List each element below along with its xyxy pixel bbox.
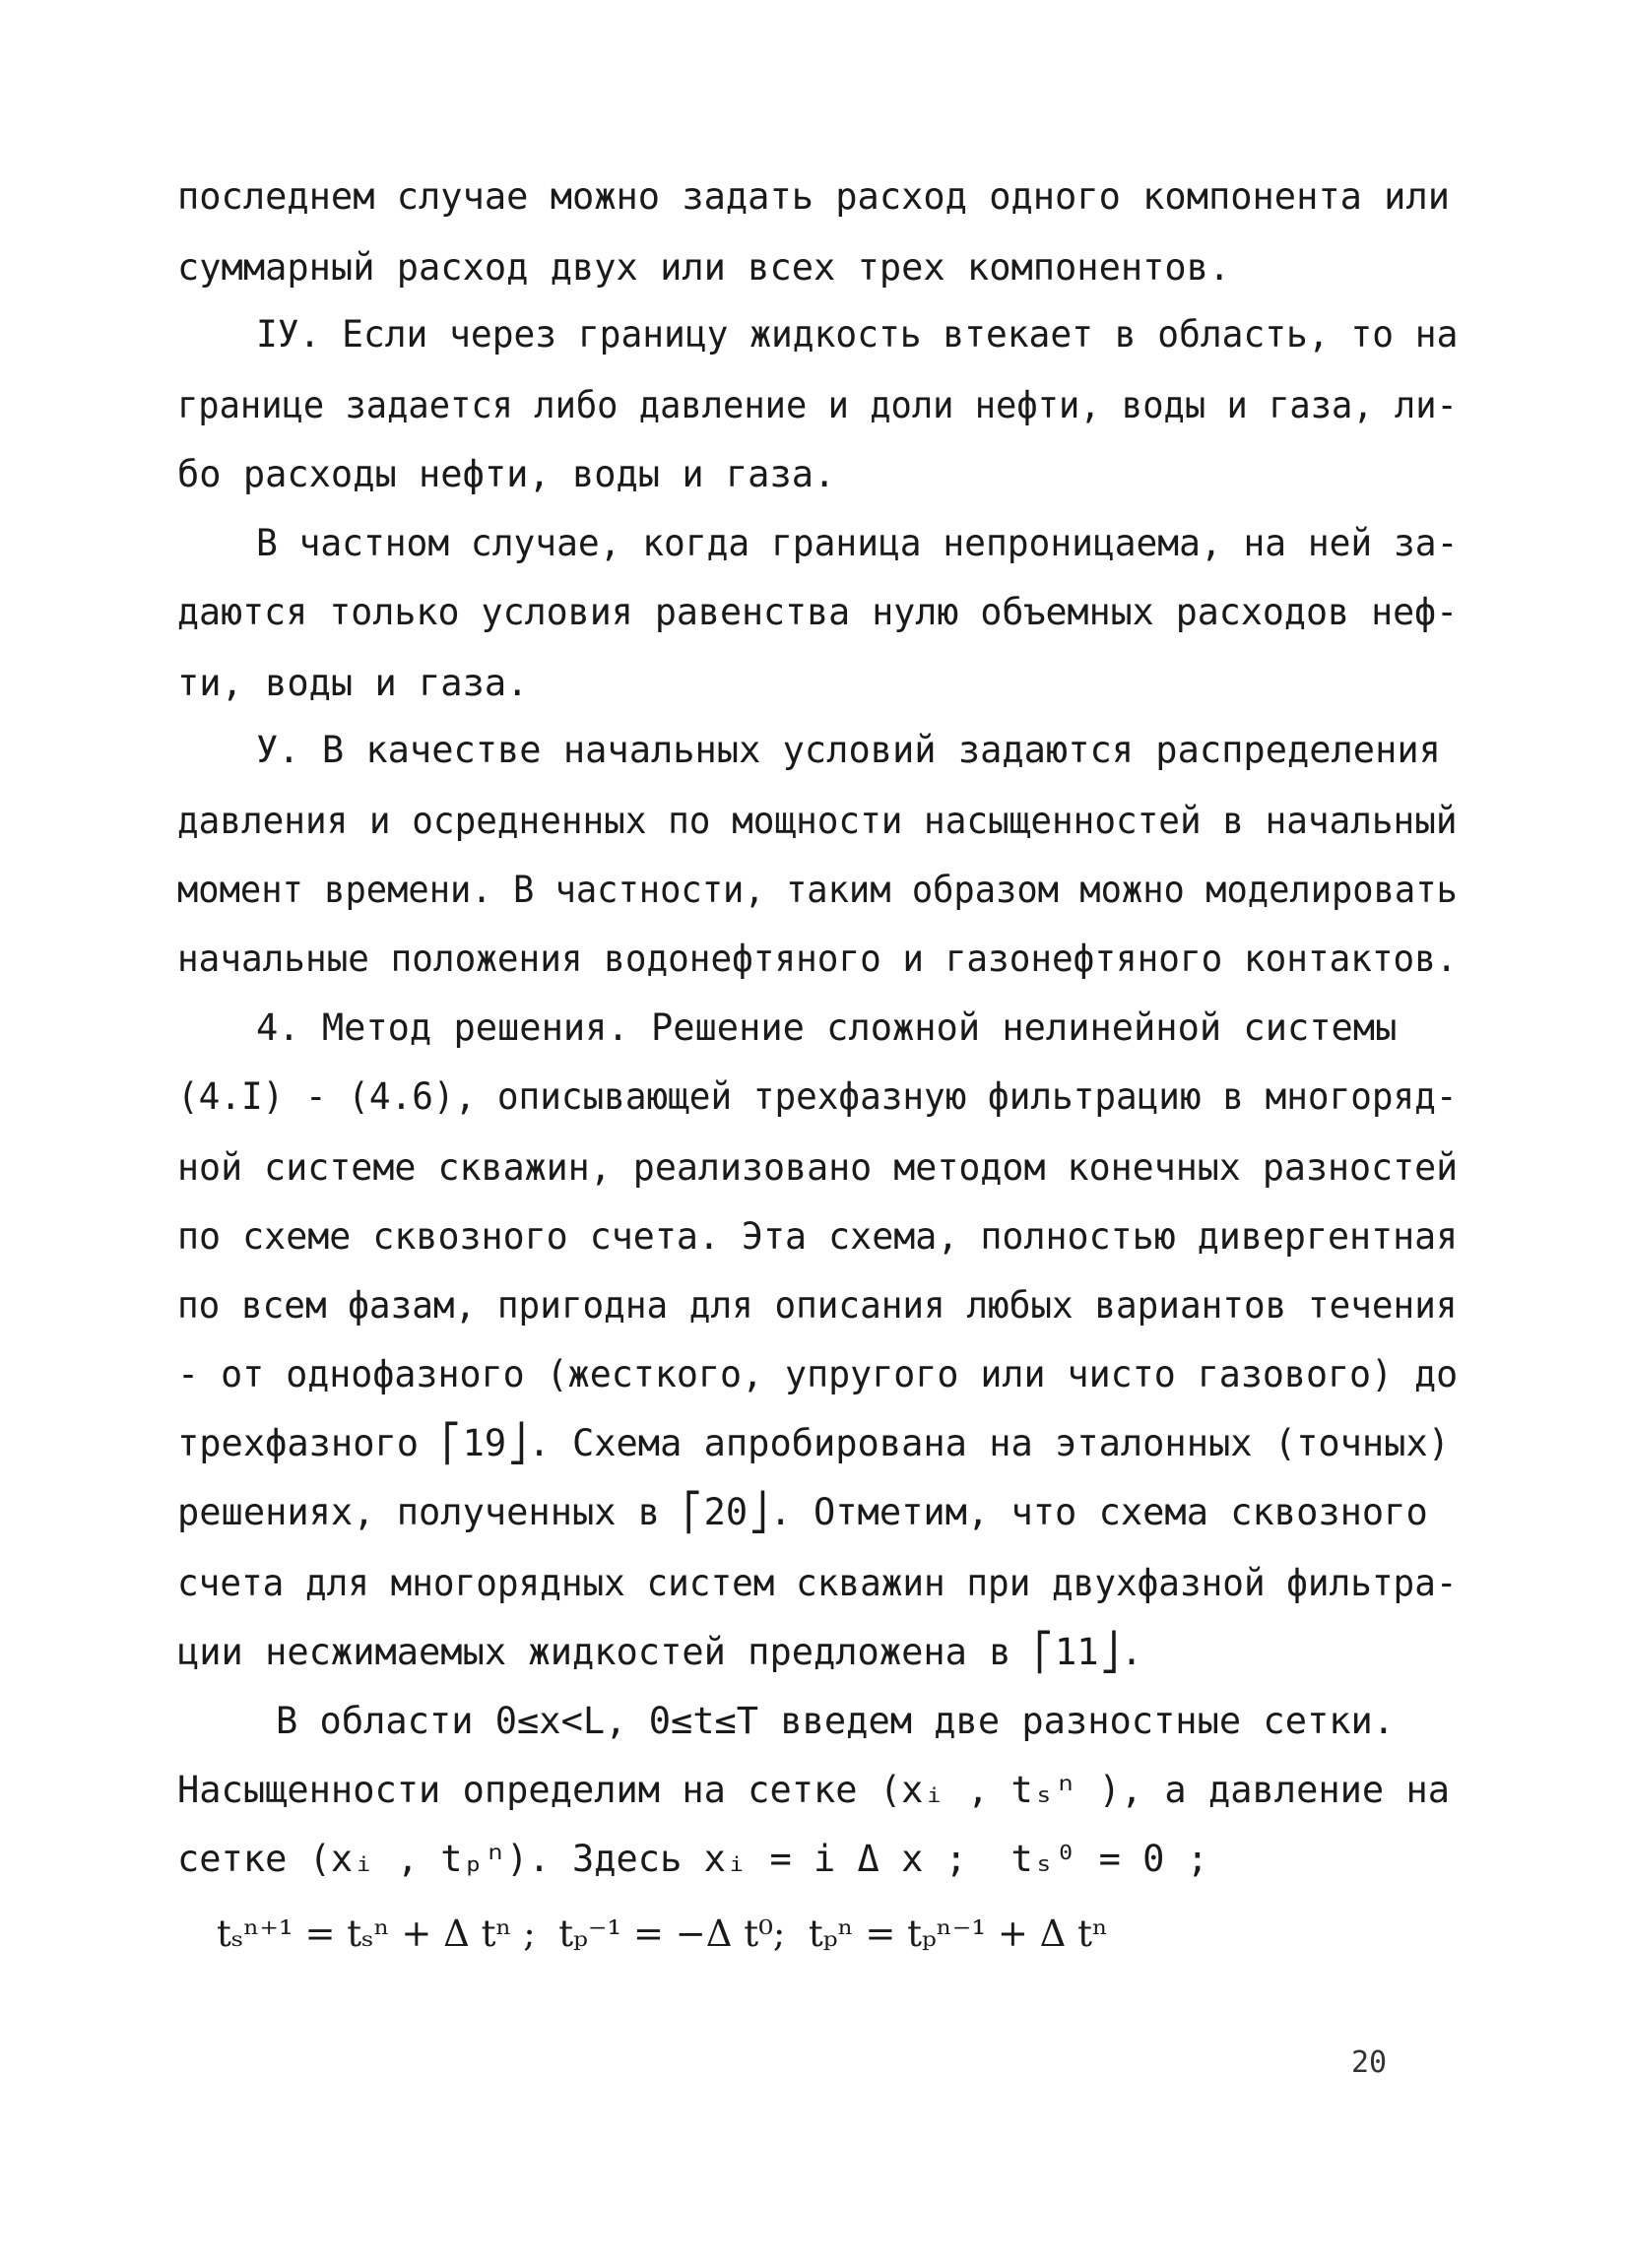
- text-line-10: давления и осредненных по мощности насыщенностей в начальный: [177, 800, 1458, 842]
- text-line-4: границе задается либо давление и доли нефти, воды и газа, ли-: [177, 384, 1458, 426]
- difference-grid-formula: tₛⁿ⁺¹ = tₛⁿ + Δ tⁿ ; tₚ⁻¹ = −Δ t⁰; tₚⁿ = tₚⁿ⁻¹ + Δ tⁿ: [217, 1912, 1109, 1955]
- text-line-9: У. В качестве начальных условий задаются распределения: [256, 729, 1441, 771]
- text-line-7: даются только условия равенства нулю объемных расходов неф-: [177, 591, 1459, 633]
- text-line-5: бо расходы нефти, воды и газа.: [177, 453, 836, 495]
- text-line-19: трехфазного ⎡19⎦. Схема апробирована на эталонных (точных): [177, 1422, 1451, 1464]
- text-line-8: ти, воды и газа.: [177, 662, 529, 704]
- text-line-24: Насыщенности определим на сетке (xᵢ , tₛⁿ ), а давление на: [177, 1769, 1451, 1811]
- text-line-16: по схеме сквозного счета. Эта схема, полностью дивергентная: [177, 1215, 1459, 1258]
- text-line-1: последнем случае можно задать расход одного компонента или: [177, 175, 1451, 218]
- text-line-22: ции несжимаемых жидкостей предложена в ⎡11⎦.: [177, 1631, 1143, 1673]
- text-line-18: - от однофазного (жесткого, упругого или чисто газового) до: [177, 1353, 1459, 1395]
- text-line-21: счета для многорядных систем скважин при двухфазной фильтра-: [177, 1562, 1458, 1604]
- text-line-11: момент времени. В частности, таким образом можно моделировать: [177, 869, 1458, 911]
- text-line-23: В области 0≤x<L, 0≤t≤T введем две разностные сетки.: [276, 1700, 1396, 1742]
- text-line-6: В частном случае, когда граница непроницаема, на ней за-: [256, 522, 1459, 564]
- text-line-13: 4. Метод решения. Решение сложной нелинейной системы: [256, 1006, 1398, 1049]
- page-number: 20: [1351, 2045, 1388, 2080]
- text-line-15: ной системе скважин, реализовано методом конечных разностей: [177, 1146, 1459, 1189]
- text-line-25: сетке (xᵢ , tₚⁿ). Здесь xᵢ = i Δ x ; tₛ⁰ = 0 ;: [177, 1838, 1208, 1880]
- text-line-17: по всем фазам, пригодна для описания любых вариантов течения: [177, 1284, 1458, 1327]
- text-line-20: решениях, полученных в ⎡20⎦. Отметим, что схема сквозного: [177, 1491, 1428, 1533]
- text-line-2: суммарный расход двух или всех трех компонентов.: [177, 246, 1231, 289]
- text-line-3: IУ. Если через границу жидкость втекает в область, то на: [256, 313, 1459, 356]
- text-line-12: начальные положения водонефтяного и газонефтяного контактов.: [177, 938, 1458, 980]
- text-line-14: (4.I) - (4.6), описывающей трехфазную фильтрацию в многоряд-: [177, 1075, 1458, 1118]
